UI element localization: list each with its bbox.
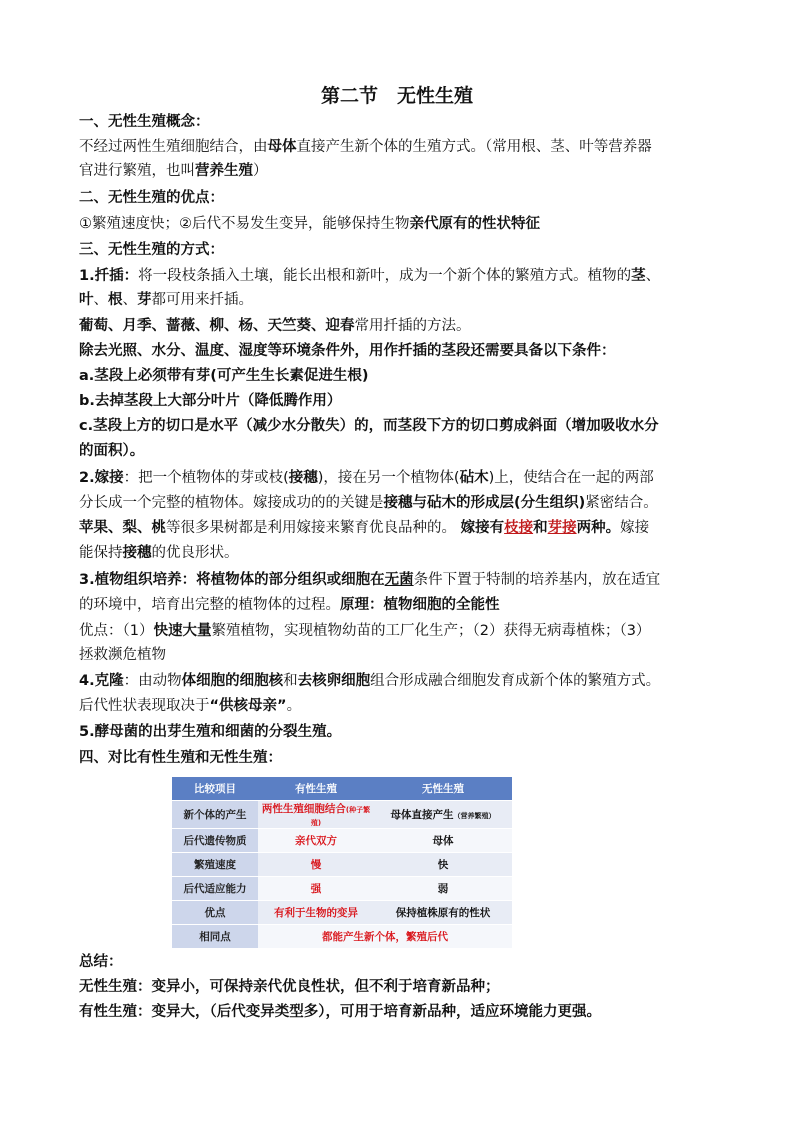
row-sexual: 强	[258, 877, 374, 901]
table-row	[172, 925, 512, 949]
row-sexual: 亲代双方	[258, 829, 374, 853]
row-sexual: 慢	[258, 853, 374, 877]
text: 、	[93, 292, 108, 308]
text: ：变异小，可保持亲代优良性状，但不利于培育新品种；	[137, 979, 500, 995]
text: 等很多果树都是利用嫁接来繁育优良品种的。	[166, 520, 456, 536]
method-label: 1.扦插：	[79, 268, 139, 284]
text: 的优良形状。	[151, 545, 239, 561]
text: 繁殖植物，实现植物幼苗的工厂化生产；（2）获得无病毒植株；（3）	[211, 623, 651, 639]
text: ：变异大，（后代变异类型多），可用于培育新品种，适应环境能力更强。	[137, 1004, 601, 1020]
keyword: 茎	[631, 268, 646, 284]
text: ：由动物	[123, 673, 182, 689]
text: 。	[286, 698, 302, 714]
text: 优点：（1）	[79, 623, 154, 639]
cutting-line-4: 除去光照、水分、温度、湿度等环境条件外，用作扦插的茎段还需要具备以下条件：	[79, 343, 616, 359]
tissue-culture-line-4: 拯救濒危植物	[79, 647, 166, 663]
keyword: 接穗与砧木的形成层(分生组织)	[383, 495, 586, 511]
method-label: 3.植物组织培养	[79, 572, 182, 588]
cutting-condition-c: c.茎段上方的切口是水平（减少水分散失）的，而茎段下方的切口剪成斜面（增加吸收水分	[79, 418, 659, 434]
row-item: 相同点	[172, 925, 258, 949]
keyword: 叶	[79, 292, 94, 308]
section-2-line-1	[79, 214, 540, 234]
grafting-line-3	[79, 518, 649, 538]
text: 能保持	[79, 545, 123, 561]
text: 无性生殖	[79, 979, 137, 995]
method-5-line: 5.酵母菌的出芽生殖和细菌的分裂生殖。	[79, 724, 342, 740]
table-row	[172, 801, 512, 829]
keyword: 快速大量	[153, 623, 212, 639]
row-sexual: 有利于生物的变异	[258, 901, 374, 925]
cloning-line-2	[79, 696, 301, 716]
tissue-culture-line-1	[79, 570, 660, 590]
table-row	[172, 901, 512, 925]
keyword: 芽	[137, 292, 152, 308]
text: 不经过两性生殖细胞结合，由	[79, 139, 268, 155]
text: 将一段枝条插入土壤，能长出根和新叶，成为一个新个体的繁殖方式。植物的	[138, 268, 632, 284]
row-merged: 都能产生新个体，繁殖后代	[258, 925, 512, 949]
keyword: 根	[108, 292, 123, 308]
keyword: 葡萄、月季、蔷薇、柳、杨、天竺葵、迎春	[79, 318, 355, 334]
text: 分长成一个完整的植物体。嫁接成功的的关键是	[79, 495, 384, 511]
text: 常用扦插的方法。	[354, 318, 471, 334]
row-item: 新个体的产生	[172, 801, 258, 829]
section-1-heading: 一、无性生殖概念：	[79, 114, 210, 130]
text: 后代性状表现取决于	[79, 698, 210, 714]
method-label: 4.克隆	[79, 673, 124, 689]
keyword: 两种。	[576, 520, 621, 536]
section-1-line-2	[79, 161, 268, 181]
row-asexual: 保持植株原有的性状	[374, 901, 512, 925]
cell-note: （营养繁殖）	[453, 812, 496, 820]
keyword: 和	[533, 520, 548, 536]
comparison-table	[172, 777, 512, 949]
row-asexual: 母体	[374, 829, 512, 853]
cell-text: 两性生殖细胞结合	[261, 803, 346, 815]
cutting-line-1	[79, 266, 660, 286]
text: 、	[122, 292, 137, 308]
row-item: 后代遗传物质	[172, 829, 258, 853]
grafting-line-4	[79, 543, 239, 563]
summary-sexual	[79, 1002, 601, 1022]
section-1-line-1	[79, 137, 652, 157]
text: 都可用来扦插。	[151, 292, 253, 308]
text: 有性生殖	[79, 1004, 137, 1020]
keyword: “供核母亲”	[209, 698, 287, 714]
row-asexual: 弱	[374, 877, 512, 901]
keyword: 接穗	[122, 545, 152, 561]
cutting-line-3	[79, 316, 471, 336]
keyword: 亲代原有的性状特征	[409, 216, 540, 232]
keyword: 砧木	[459, 470, 489, 486]
text: ①繁殖速度快；②后代不易发生变异，能够保持生物	[79, 216, 410, 232]
keyword: 苹果、梨、桃	[79, 520, 166, 536]
grafting-line-2	[79, 493, 658, 513]
row-item: 后代适应能力	[172, 877, 258, 901]
row-asexual	[374, 801, 512, 829]
cloning-line-1	[79, 671, 660, 691]
grafting-line-1	[79, 468, 654, 488]
keyword-highlight: 枝接	[504, 520, 534, 536]
table-header-row	[172, 777, 512, 801]
section-4-heading: 四、对比有性生殖和无性生殖：	[79, 750, 282, 766]
keyword: 体细胞的细胞核	[181, 673, 284, 689]
summary-asexual	[79, 977, 500, 997]
text: 组合形成融合细胞发育成新个体的繁殖方式。	[370, 673, 661, 689]
tissue-culture-line-3	[79, 621, 650, 641]
keyword: 原理：植物细胞的全能性	[340, 597, 500, 613]
row-asexual: 快	[374, 853, 512, 877]
text: )上，使结合在一起的两部	[488, 470, 654, 486]
header-asexual: 无性生殖	[374, 777, 512, 801]
text: 嫁接	[620, 520, 650, 536]
text: )，接在另一个植物体(	[317, 470, 460, 486]
cutting-condition-b: b.去掉茎段上大部分叶片（降低腾作用）	[79, 393, 342, 409]
page-title: 第二节 无性生殖	[320, 85, 473, 107]
row-item: 优点	[172, 901, 258, 925]
text: 直接产生新个体的生殖方式。（常用根、茎、叶等营养器	[296, 139, 652, 155]
text: 官进行繁殖，也叫	[79, 163, 195, 179]
tissue-culture-line-2	[79, 595, 500, 615]
keyword: 母体	[267, 139, 297, 155]
table-row	[172, 829, 512, 853]
section-3-heading: 三、无性生殖的方式：	[79, 242, 224, 258]
cell-note: (种子繁殖)	[310, 806, 371, 827]
summary-heading: 总结：	[79, 954, 123, 970]
table-row	[172, 853, 512, 877]
keyword: 无菌	[384, 572, 414, 588]
keyword: 营养生殖	[195, 163, 253, 179]
keyword: 嫁接有	[460, 520, 505, 536]
header-item: 比较项目	[172, 777, 258, 801]
text: 的环境中，培育出完整的植物体的过程。	[79, 597, 340, 613]
text: 紧密结合。	[585, 495, 658, 511]
cell-text: 母体直接产生	[390, 809, 454, 821]
text: 、	[645, 268, 661, 284]
header-sexual: 有性生殖	[258, 777, 374, 801]
cutting-line-2	[79, 290, 253, 310]
table-row	[172, 877, 512, 901]
cutting-condition-a: a.茎段上必须带有芽(可产生生长素促进生根)	[79, 368, 369, 384]
row-item: 繁殖速度	[172, 853, 258, 877]
text: ）	[253, 163, 268, 179]
keyword: ：将植物体的部分组织或细胞在	[181, 572, 385, 588]
cutting-condition-c-cont: 的面积）。	[79, 443, 145, 459]
row-sexual	[258, 801, 374, 829]
text: ：把一个植物体的芽或枝(	[123, 470, 289, 486]
text: 和	[283, 673, 298, 689]
keyword: 接穗	[288, 470, 318, 486]
text: 条件下置于特制的培养基内，放在适宜	[413, 572, 661, 588]
section-2-heading: 二、无性生殖的优点：	[79, 190, 224, 206]
keyword-highlight: 芽接	[547, 520, 577, 536]
method-label: 2.嫁接	[79, 470, 124, 486]
keyword: 去核卵细胞	[297, 673, 371, 689]
